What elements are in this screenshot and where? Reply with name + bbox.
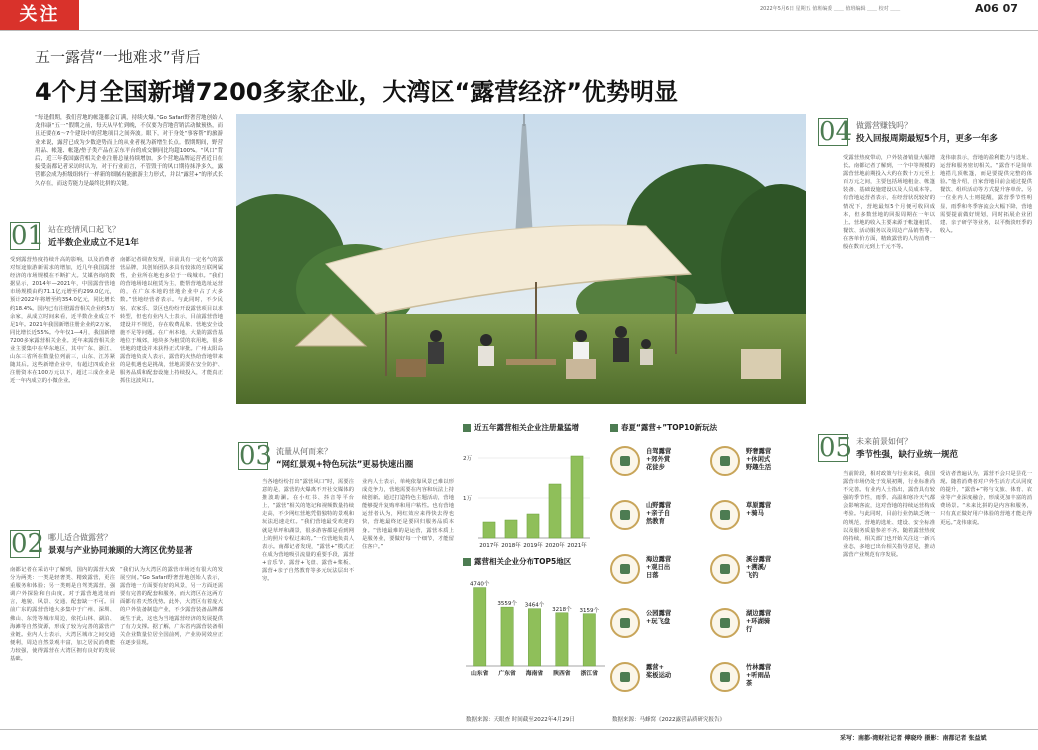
chart3-item xyxy=(608,494,708,548)
chart1-ytick: 1万 xyxy=(463,496,472,502)
section-number-02: 02 xyxy=(11,529,45,559)
chart3-item xyxy=(708,440,808,494)
section-body-03b: 业内人士表示，单纯依靠风景已难以形成竞争力，营地需要在内容和玩法上持续创新。通过打造特色主题活动，营地能够提升复购率和用户粘性。也有营地运营者认为，网红效应来得快去得也快，营地最终还是要回归服务品质本身。“营地最难的是运营，露营本质上是服务业，要做好每一个细节，才能留住客户。” xyxy=(362,479,454,550)
chart2-title: 露营相关企业分布TOP5地区 xyxy=(474,557,572,566)
chart2-data-label: 4740个 xyxy=(469,581,490,588)
chart1-marker xyxy=(463,424,471,432)
section-title-01: 近半数企业成立不足1年 xyxy=(48,238,139,248)
hero-photo xyxy=(236,114,806,404)
section-body-04a: 受露营热度带动，户外装备销量大幅增长。南都记者了解到，一个中等规模的露营营地前期投入大约在数十万元至上百万元之间，主要包括场地租金、帐篷装备、基础设施建设以及人员成本等。有营地运营者表示，在经营状况较好的情况下，营地最短5个月便可收回成本，但多数营地的回报周期在一年以上。营地的收入主要来源于帐篷租赁、餐饮、活动服务以及周边产品销售等。在客单价方面，精致露营的人均消费一般在数百元到上千元不等。 xyxy=(843,155,935,251)
kicker: 五一露营“一地难求”背后 xyxy=(35,48,201,66)
chart3-item xyxy=(708,656,808,710)
section-question-03: 流量从何而来？ xyxy=(276,447,332,456)
page-title: 4个月全国新增7200多家企业，大湾区“露营经济”优势明显 xyxy=(35,78,679,106)
chart2-xtick: 山东省 xyxy=(470,671,489,677)
chart1-xtick: 2018年 xyxy=(501,543,521,549)
chart2-data-label: 3464个 xyxy=(524,602,545,609)
section-body-04b: 龙伟康表示，营地的盈利能力与选址、运营和服务密切相关。“露营不是简单地搭几顶帐篷，而是要提供完整的体验。”他介绍，自家营地目前会通过提供餐饮、组织活动等方式提升客单价。另一位业内人士则提醒，露营季节性明显，雨季和冬季客流会大幅下降，营地需要提前做好规划，同时拓展企业团建、亲子研学等业务，以平衡淡旺季的收入。 xyxy=(940,155,1032,234)
chart2-data-label: 3559个 xyxy=(497,601,517,608)
chart3-item-label: 竹林露营 +听雨品 茶 xyxy=(746,664,772,687)
chart2-xtick: 陕西省 xyxy=(553,671,571,677)
fishing-icon xyxy=(710,554,740,584)
section-body-02a: 南都记者在采访中了解到，国内的露营大致分为两类：一类是轻奢类、精致露营，更注重服务和体验；另一类则是自驾类露营，强调户外探险和自由度。对于露营地选址而言，地貌、风景、交通、配套缺一不可。目前广东的露营营地大多集中于广州、深圳、佛山、东莞等城市周边，依托山林、湖泊、海滩等自然资源，形成了较为完善的露营产业链。业内人士表示，大湾区城市之间交通便利，周边自然景观丰富，加之居民消费能力较强，使得露营在大湾区拥有良好的发展基础。 xyxy=(10,567,115,663)
byline: 采写：南都·湾财社记者 傅晓玲 摄影：南都记者 张益斌 xyxy=(840,735,987,742)
footer-rule xyxy=(0,729,1038,730)
chart1-xtick: 2017年 xyxy=(479,543,499,549)
horse-icon xyxy=(710,500,740,530)
chart2-bar xyxy=(474,588,486,666)
chart3-item-label: 溪谷露营 +溯溪/ 飞钓 xyxy=(746,556,772,579)
chart3-item-label: 海边露营 +观日出 日落 xyxy=(646,556,672,579)
chart1-bar xyxy=(527,514,539,538)
chart3-item xyxy=(708,602,808,656)
chart1-bar xyxy=(483,522,495,538)
chart2-bar xyxy=(583,614,595,666)
chart1-bar xyxy=(505,520,517,538)
chart1-bar xyxy=(549,484,561,538)
section-number-01: 01 xyxy=(11,221,45,251)
section-question-04: 做露营赚钱吗？ xyxy=(856,121,912,130)
chart3-item xyxy=(608,548,708,602)
section-title-02: 景观与产业协同兼顾的大湾区优势显著 xyxy=(48,546,193,556)
chart1-title: 近五年露营相关企业注册量猛增 xyxy=(474,423,579,432)
section-body-05a: 当前阶段，相对政策与行业来说，我国露营市场仍处于发展初期，行业标准尚不完善。有业内人士指出，露营具有较强的季节性，雨季、高温和寒冷天气都会影响客流，这对营地的持续运营构成考验。与此同时，目前行业仍缺乏统一的规范，营地的选址、建设、安全标准以及服务质量参差不齐。随着露营热度的持续，相关部门也开始关注这一新兴业态，多地已出台相关指导意见，推动露营产业规范有序发展。 xyxy=(843,471,935,558)
chart1-ytick: 2万 xyxy=(463,456,472,462)
chart3-item xyxy=(608,440,708,494)
section-number-04: 04 xyxy=(819,117,853,147)
chart2-xtick: 广东省 xyxy=(498,671,516,677)
lead-paragraph: “每逢假期，我们营地的帐篷都会订满，持续火爆。”Go Safari野奢营地创始人龙伟康“五一”假期之前，每天从早忙到晚，不仅要为营地营销活动做预热，而且还要在6～7个建设中的营地项目之间奔波。眼下，对于身处“事客帮”的旅游业来说，露营已成为少数逆势而上的从业者视为新增生长点。假期期间，野营用品、帐篷、帐篷/垫子类产品在京东平台的成交额同比均超100%。“风口”背后，近三年我国露营相关企业注册总量持续增加。多个营地品牌运营者近日在接受南都记者采访时认为，对于行业而言，不管毁于的风口期待抹净多久，露营都会成为折级组转行一样新的细腻有能旅游主力形式，并以“露营+”的形式长久存在，而这劳能力是最终比拼的关键。 xyxy=(35,115,223,187)
chart3-item-label: 草原露营 +骑马 xyxy=(746,502,772,517)
chart2-marker xyxy=(463,558,471,566)
chart-source: 数据来源：天眼查 时间截至2022年4月29日 xyxy=(466,717,575,723)
chart2-bar xyxy=(556,613,568,666)
chart3-item xyxy=(608,602,708,656)
section-body-02b: “我们认为大湾区的露营市场还有很大的发展空间。”Go Safari野奢营地创始人表示，露营地一方面要有好的风景，另一方面还需要有完善的配套和服务，而大湾区在这两方面都有着天然优势。此外，大湾区有着庞大的户外装备制造产业，不少露营装备品牌都诞生于此，这也为当地露营经济的发展提供了有力支撑。据了解，广东省内露营装备相关企业数量位居全国前列，产业协同效应正在逐步显现。 xyxy=(120,567,223,646)
chart1-xtick: 2020年 xyxy=(545,543,565,549)
page-number: A06 07 xyxy=(975,2,1018,15)
section-question-02: 哪儿适合做露营？ xyxy=(48,533,112,542)
chart3-item xyxy=(608,656,708,710)
car-icon xyxy=(610,446,640,476)
chart2-bar xyxy=(528,609,540,666)
chart1-bar xyxy=(571,456,583,538)
section-title-04: 投入回报周期最短5个月，更多一年多 xyxy=(856,134,998,144)
chart3-item-label: 山野露营 +亲子自 然教育 xyxy=(646,502,672,525)
paddle-icon xyxy=(610,662,640,692)
section-number-05: 05 xyxy=(819,433,853,463)
chart2-xtick: 海南省 xyxy=(525,671,544,677)
chart3-item-label: 公园露营 +玩飞盘 xyxy=(646,610,672,625)
header-rule xyxy=(0,30,1038,31)
section-title-03: “网红景观+特色玩法”更易快速出圈 xyxy=(276,460,414,470)
chart3-item-label: 野奢露营 +休闲式 野趣生活 xyxy=(746,448,772,471)
chart1-xtick: 2019年 xyxy=(523,543,543,549)
chart3-item-label: 自驾露营 +郊外赏 花徒步 xyxy=(646,448,672,471)
chart2-data-label: 3218个 xyxy=(552,606,572,613)
chart2-bar xyxy=(501,607,513,666)
section-number-03: 03 xyxy=(239,441,273,471)
section-body-01a: 受到露营热度持续升高的影响，以及消费者对短途旅游新需求的增加，近几年我国露营经济的市场规模在不断扩大。艾媒咨询的数据显示，2014年—2021年，中国露营营地市场规模由约71.1亿元增至约299.0亿元，预计2022年将增至约354.0亿元，同比增长约18.4%。国内已有注册露营相关企业约5万余家，从成立时间来看，近半数企业成立不足1年。2021年我国新增注册企业约2万家，同比增长近55%。今年仅1—4月，我国新增7200多家露营相关企业。近年来露营相关企业主要集中在华东地区，其中广东、浙江、山东三省所在数量位列前三，山东、江苏紧随其后。这些新增企业中，有超过四成企业注册资本在100万元以下，超过三成企业是近一年内成立的小微企业。 xyxy=(10,257,115,385)
chart3-item xyxy=(708,548,808,602)
chart3-item-label: 露营+ 桨板运动 xyxy=(646,664,672,679)
chart1-svg xyxy=(462,438,592,556)
chart3-source: 数据来源：马蜂窝《2022露营品质研究报告》 xyxy=(612,717,725,723)
chart3-item xyxy=(708,494,808,548)
chart2-data-label: 3159个 xyxy=(579,607,600,614)
mountain-icon xyxy=(610,500,640,530)
frisbee-icon xyxy=(610,608,640,638)
chart2-svg xyxy=(462,570,607,688)
section-question-01: 站在疫情风口起飞？ xyxy=(48,225,120,234)
section-body-01b: 南都记者调查发现，目前具有一定名气的露营品牌，其创始团队多具有较浓的互联网属性，企业所在地也多位于一线城市。“我们的营地场地以租赁为主，能帮营地选址运营的，在广东本地的营地企业中占了大多数。”营地经营者表示。与此同时，不少民宿、农家乐、景区也纷纷开设露营项目以求转型，但也有业内人士表示，目前露营营地建设并不规范，存在收费乱象、营地安全设施不足等问题。在广州本地，大量的露营基地位于城郊，地块多为租赁的农用地，很多营地的建设并未获得正式审批。广州太阳岛露营地负责人表示，露营的火热给营地带来的是机遇也是挑战，营地需要在安全防护、服务品质和配套设施上持续投入，才能真正抓住这波风口。 xyxy=(120,257,223,385)
chart3-title: 春夏“露营+”TOP10新玩法 xyxy=(621,423,718,432)
section-title-05: 季节性强，缺行业统一规范 xyxy=(856,450,959,460)
section-body-03a: 当各地纷纷打出“露营风口”时，需要注意的是，露营的火爆离不开社交媒体的推波助澜。在小红书、抖音等平台上，“露营”相关的笔记和视频数量持续走高，不少网红营地凭借独特的景观和玩法迅速走红。“我们营地最受欢迎的就是草坪和湖景，很多游客都是看到网上的照片专程过来的。”一位营地负责人表示。南都记者发现，“露营+”模式正在成为营地吸引流量的重要手段，露营+音乐节、露营+飞盘、露营+桨板、露营+亲子自然教育等多元玩法层出不穷。 xyxy=(262,479,354,583)
chart1-xtick: 2021年 xyxy=(567,543,587,549)
tea-icon xyxy=(710,662,740,692)
date-line: 2022年5月6日 星期五 值班编委 ＿＿ 值班编辑 ＿＿ 校对 ＿＿ xyxy=(760,6,901,12)
sunrise-icon xyxy=(610,554,640,584)
chart3-item-label: 湖边露营 +环湖骑 行 xyxy=(746,610,772,633)
section-question-05: 未来前景如何？ xyxy=(856,437,912,446)
chart3-grid xyxy=(608,440,808,712)
chart2-xtick: 浙江省 xyxy=(580,671,599,677)
bike-icon xyxy=(710,608,740,638)
tent-icon xyxy=(710,446,740,476)
section-badge: 关注 xyxy=(0,0,79,30)
chart3-marker xyxy=(610,424,618,432)
section-body-05b: 受访者普遍认为，露营不会只是昙花一现。随着消费者对户外生活方式认同度的提升，“露营+”将与文旅、体育、农业等产业深度融合，形成更加丰富的消费场景。“未来比拼的是内容和服务，只有真正做好用户体验的营地才能走得更远。”龙伟康说。 xyxy=(940,471,1032,526)
